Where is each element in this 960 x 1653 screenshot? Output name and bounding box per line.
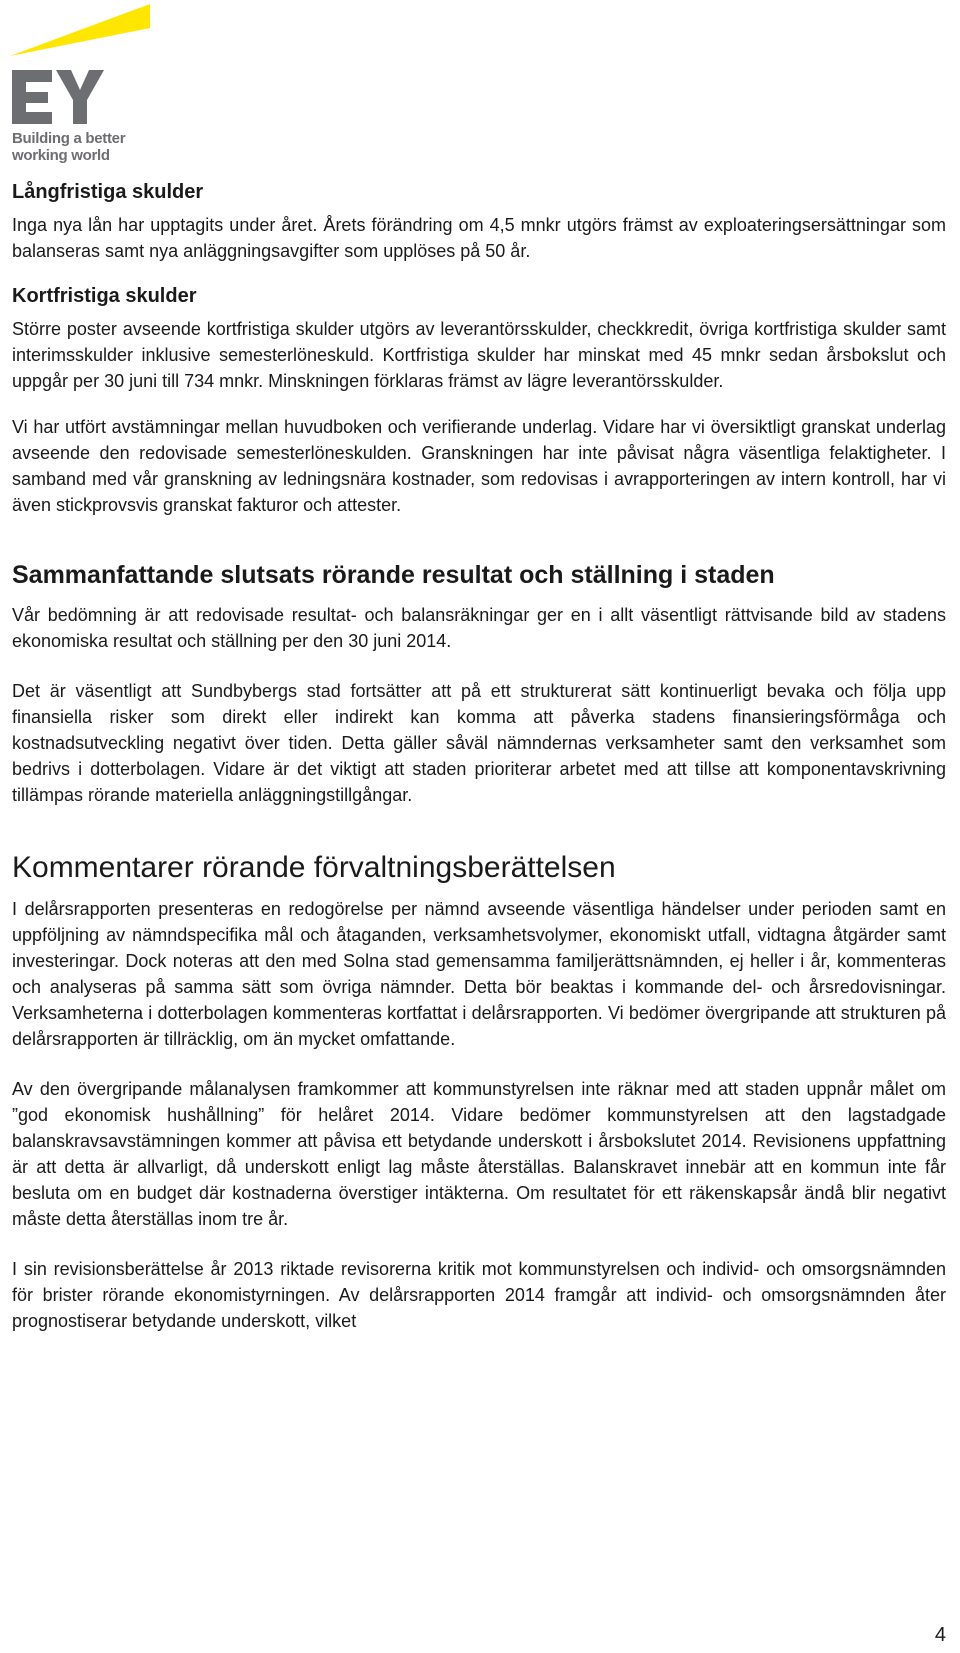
paragraph-sammanfattande-1: Vår bedömning är att redovisade resultat- och balansräkningar ger en i allt väsentligt rättvisande bild av stadens ekonomiska resultat och ställning per den 30 juni 2014.	[12, 605, 946, 651]
heading-langfristiga-skulder: Långfristiga skulder	[12, 181, 204, 203]
ey-logo-tagline	[12, 130, 125, 164]
page-number: 4	[934, 1624, 946, 1646]
ey-logo	[10, 4, 160, 174]
heading-kortfristiga-skulder: Kortfristiga skulder	[12, 285, 197, 307]
ey-logo-tagline-line1: Building a better	[12, 130, 126, 147]
paragraph-langfristiga-1: Inga nya lån har upptagits under året. Årets förändring om 4,5 mnkr utgörs främst av exploateringsersättningar som balanseras samt nya anläggningsavgifter som upplöses på 50 år.	[12, 215, 946, 261]
heading-sammanfattande-slutsats: Sammanfattande slutsats rörande resultat och ställning i staden	[12, 561, 775, 589]
paragraph-kommentarer-1: I delårsrapporten presenteras en redogörelse per nämnd avseende väsentliga händelser under perioden samt en uppföljning av nämndspecifika mål och åtaganden, verksamhetsvolymer, ekonomiskt utfall, vidtagna åtgärder samt investeringar. Dock noteras att den med Solna stad gemensamma familjerättsnämnden, ej heller i år, kommenteras och analyseras på samma sätt som övriga nämnder. Detta bör beaktas i kommande del- och årsredovisningar. Verksamheterna i dotterbolagen kommenteras kortfattat i delårsrapporten. Vi bedömer övergripande att strukturen på delårsrapporten är tillräcklig, om än mycket omfattande.	[12, 899, 946, 1049]
ey-logo-tagline-line2: working world	[12, 147, 110, 164]
paragraph-kortfristiga-2: Vi har utfört avstämningar mellan huvudboken och verifierande underlag. Vidare har vi översiktligt granskat underlag avseende den redovisade semesterlöneskulden. Granskningen har inte påvisat några väsentliga felaktigheter. I samband med vår granskning av ledningsnära kostnader, som redovisas i avrapporteringen av intern kontroll, har vi även stickprovsvis granskat fakturor och attester.	[12, 417, 946, 515]
ey-logo-mark	[10, 4, 160, 124]
paragraph-kommentarer-3: I sin revisionsberättelse år 2013 riktade revisorerna kritik mot kommunstyrelsen och individ- och omsorgsnämnden för brister rörande ekonomistyrningen. Av delårsrapporten 2014 framgår att individ- och omsorgsnämnden åter prognostiserar betydande underskott, vilket	[12, 1259, 946, 1331]
document-body	[12, 180, 946, 1334]
ey-logo-letter-y	[56, 70, 104, 124]
paragraph-kortfristiga-1: Större poster avseende kortfristiga skulder utgörs av leverantörsskulder, checkkredit, övriga kortfristiga skulder samt interimsskulder inklusive semesterlöneskuld. Kortfristiga skulder har minskat med 45 mnkr sedan årsbokslut och uppgår per 30 juni till 734 mnkr. Minskningen förklaras främst av lägre leverantörsskulder.	[12, 319, 946, 391]
ey-logo-beam	[10, 4, 150, 56]
ey-logo-letter-e	[12, 70, 52, 124]
paragraph-sammanfattande-2: Det är väsentligt att Sundbybergs stad fortsätter att på ett strukturerat sätt kontinuerligt bevaka och följa upp finansiella risker som direkt eller indirekt kan komma att påverka stadens finansieringsförmåga och kostnadsutveckling negativt över tiden. Detta gäller såväl nämndernas verksamheter samt den verksamhet som bedrivs i dotterbolagen. Vidare är det viktigt att staden prioriterar arbetet med att tillse att komponentavskrivning tillämpas rörande materiella anläggningstillgångar.	[12, 681, 946, 805]
heading-kommentarer-forvaltningsberattelsen: Kommentarer rörande förvaltningsberättelsen	[12, 851, 616, 884]
paragraph-kommentarer-2: Av den övergripande målanalysen framkommer att kommunstyrelsen inte räknar med att staden uppnår målet om ”god ekonomisk hushållning” för helåret 2014. Vidare bedömer kommunstyrelsen att den lagstadgade balanskravsavstämningen kommer att påvisa ett betydande underskott i årsbokslutet 2014. Revisionens uppfattning är att detta är allvarligt, då underskott enligt lag måste återställas. Balanskravet innebär att en kommun inte får besluta om en budget där kostnaderna överstiger intäkterna. Om resultatet för ett räkenskapsår ändå blir negativt måste detta återställas inom tre år.	[12, 1079, 946, 1229]
